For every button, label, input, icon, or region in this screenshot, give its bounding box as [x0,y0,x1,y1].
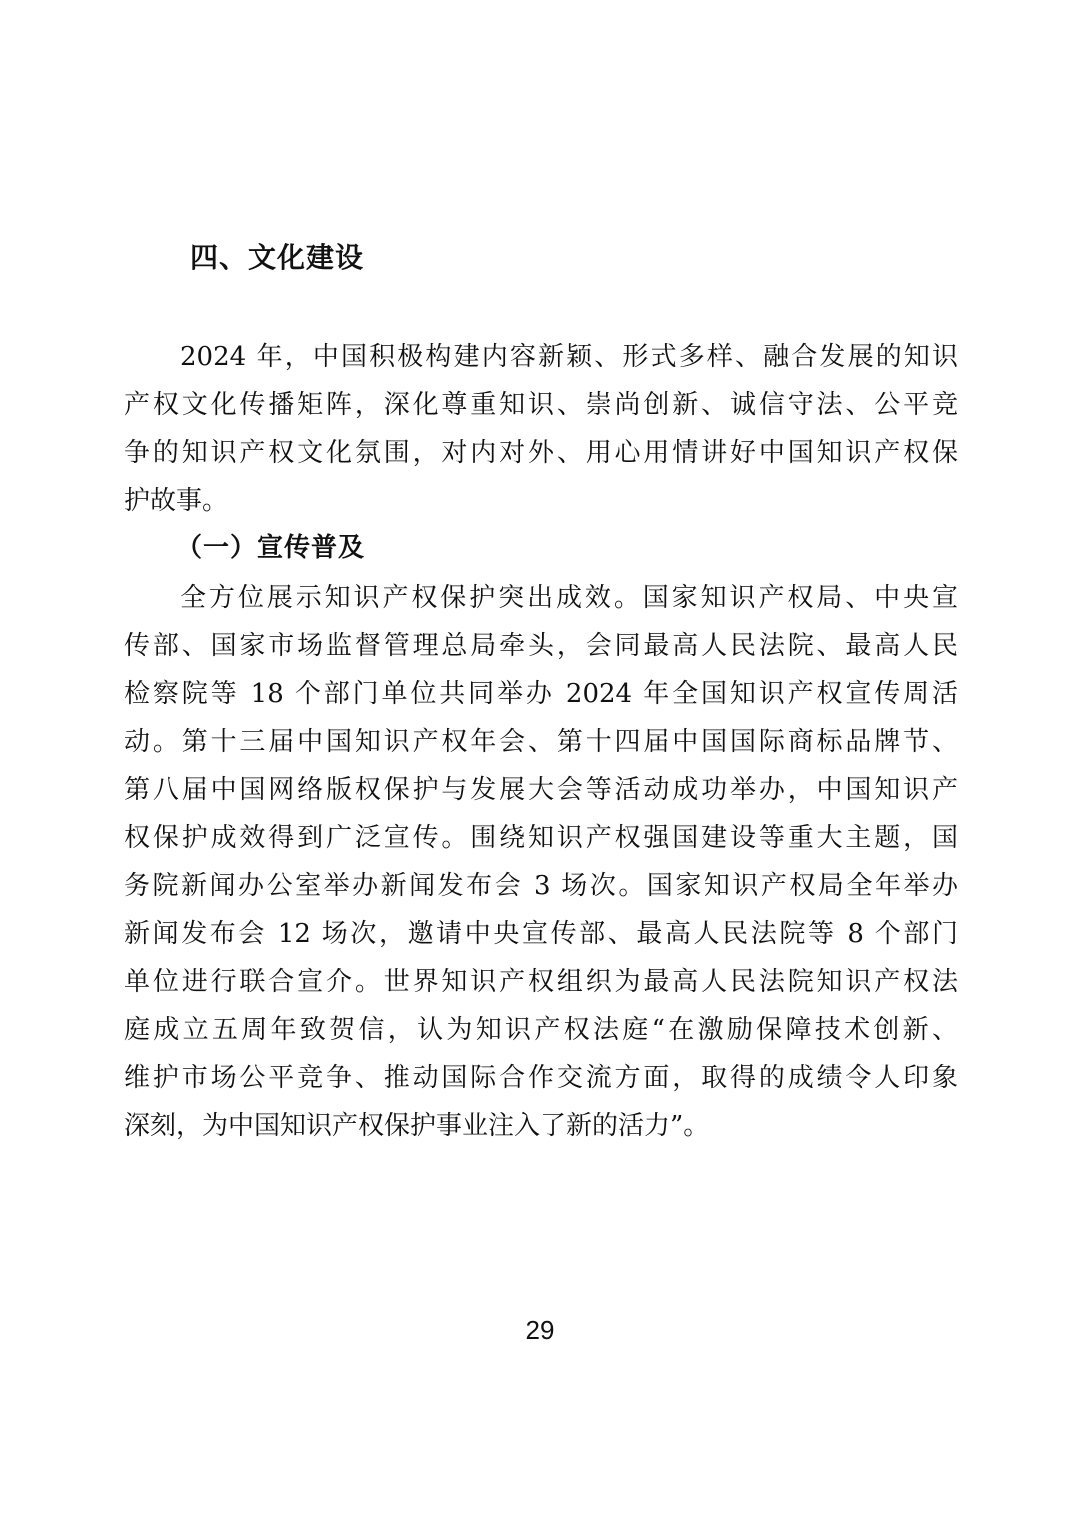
paragraph-line: 产权文化传播矩阵，深化尊重知识、崇尚创新、诚信守法、公平竞 [124,390,958,420]
paragraph-line: 全方位展示知识产权保护突出成效。国家知识产权局、中央宣 [180,583,958,613]
paragraph-line: 第八届中国网络版权保护与发展大会等活动成功举办，中国知识产 [124,775,958,805]
paragraph-line: 新闻发布会 12 场次，邀请中央宣传部、最高人民法院等 8 个部门 [124,919,958,949]
paragraph-line: 动。第十三届中国知识产权年会、第十四届中国国际商标品牌节、 [124,727,958,757]
paragraph-line: 庭成立五周年致贺信，认为知识产权法庭“在激励保障技术创新、 [124,1015,958,1045]
paragraph-line: 权保护成效得到广泛宣传。围绕知识产权强国建设等重大主题，国 [124,823,958,853]
paragraph-line: 深刻，为中国知识产权保护事业注入了新的活力”。 [124,1111,710,1141]
paragraph-line: 单位进行联合宣介。世界知识产权组织为最高人民法院知识产权法 [124,967,958,997]
section-heading: 四、文化建设 [190,241,365,274]
paragraph-line: 检察院等 18 个部门单位共同举办 2024 年全国知识产权宣传周活 [124,679,958,709]
paragraph-line: 务院新闻办公室举办新闻发布会 3 场次。国家知识产权局全年举办 [124,871,958,901]
page-number: 29 [525,1315,555,1345]
subsection-heading: （一）宣传普及 [176,533,366,563]
paragraph-line: 争的知识产权文化氛围，对内对外、用心用情讲好中国知识产权保 [124,438,958,468]
paragraph-line: 护故事。 [124,486,229,516]
paragraph-line: 传部、国家市场监督管理总局牵头，会同最高人民法院、最高人民 [124,631,958,661]
paragraph-line: 2024 年，中国积极构建内容新颖、形式多样、融合发展的知识 [180,342,958,372]
paragraph-line: 维护市场公平竞争、推动国际合作交流方面，取得的成绩令人印象 [124,1063,958,1093]
